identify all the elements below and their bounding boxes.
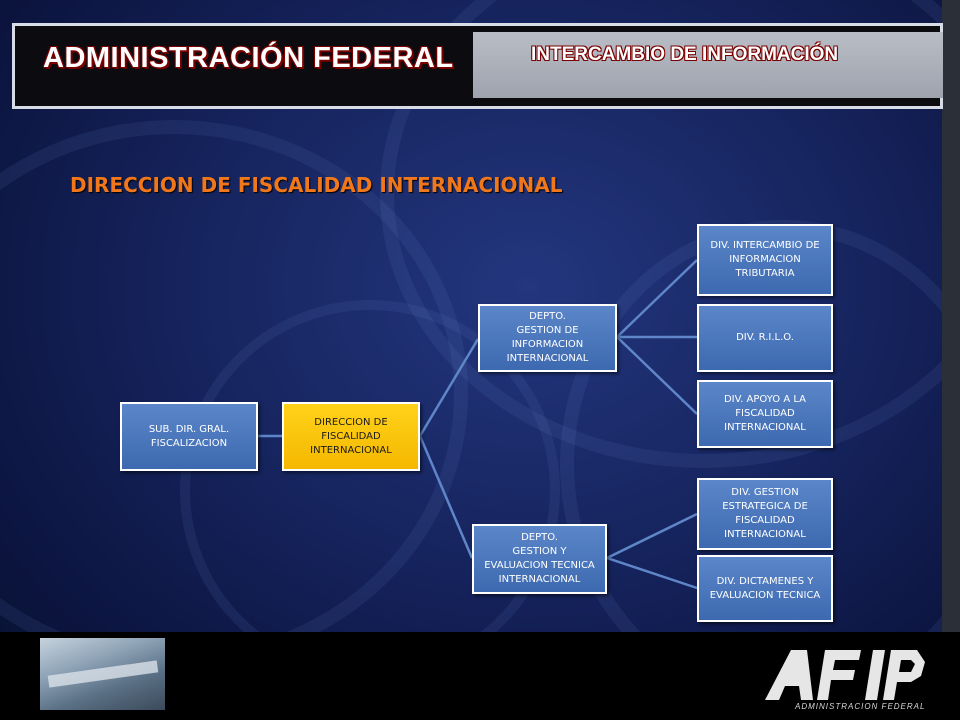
connector-depto-eval-div-dictamenes	[607, 558, 697, 588]
building-photo	[40, 638, 165, 710]
org-node-label: DIV. INTERCAMBIO DE INFORMACION TRIBUTARIA	[710, 240, 820, 279]
org-node-sub-dir-gral-fiscalizacion	[120, 402, 258, 471]
header-title: ADMINISTRACIÓN FEDERAL	[43, 42, 454, 74]
org-node-depto-gestion-informacion	[478, 304, 617, 372]
org-node-direccion-fiscalidad-internacional	[282, 402, 420, 471]
connector-direccion-depto-eval	[420, 436, 472, 558]
org-node-div-intercambio	[697, 224, 833, 296]
connector-depto-info-div-apoyo	[617, 337, 697, 414]
logo-caption: ADMINISTRACION FEDERAL	[795, 702, 926, 711]
org-node-label: DIRECCION DE FISCALIDAD INTERNACIONAL	[310, 416, 392, 456]
footer-bar	[0, 632, 960, 720]
org-node-label: DIV. DICTAMENES Y EVALUACION TECNICA	[709, 575, 821, 601]
org-node-div-gestion-estrategica	[697, 478, 833, 550]
org-node-div-dictamenes	[697, 555, 833, 622]
building-sign	[48, 660, 159, 687]
connector-depto-eval-div-gestion	[607, 514, 697, 558]
afip-logo	[765, 646, 925, 702]
org-node-div-rilo	[697, 304, 833, 372]
page-title: DIRECCION DE FISCALIDAD INTERNACIONAL	[70, 173, 563, 197]
header-subtitle: INTERCAMBIO DE INFORMACIÓN	[531, 44, 839, 65]
connector-direccion-depto-info	[420, 339, 478, 436]
org-node-depto-gestion-evaluacion	[472, 524, 607, 594]
connector-depto-info-div-intercambio	[617, 260, 697, 337]
org-node-label: SUB. DIR. GRAL. FISCALIZACION	[148, 423, 230, 449]
org-node-div-apoyo	[697, 380, 833, 448]
org-node-label: DEPTO. GESTION DE INFORMACION INTERNACIONAL	[506, 311, 589, 364]
org-node-label: DIV. R.I.L.O.	[736, 332, 794, 343]
org-node-label: DEPTO. GESTION Y EVALUACION TECNICA INTERNACIONAL	[484, 532, 595, 585]
org-node-label: DIV. APOYO A LA FISCALIDAD INTERNACIONAL	[723, 394, 807, 433]
org-node-label: DIV. GESTION ESTRATEGICA DE FISCALIDAD INTERNACIONAL	[722, 487, 808, 540]
